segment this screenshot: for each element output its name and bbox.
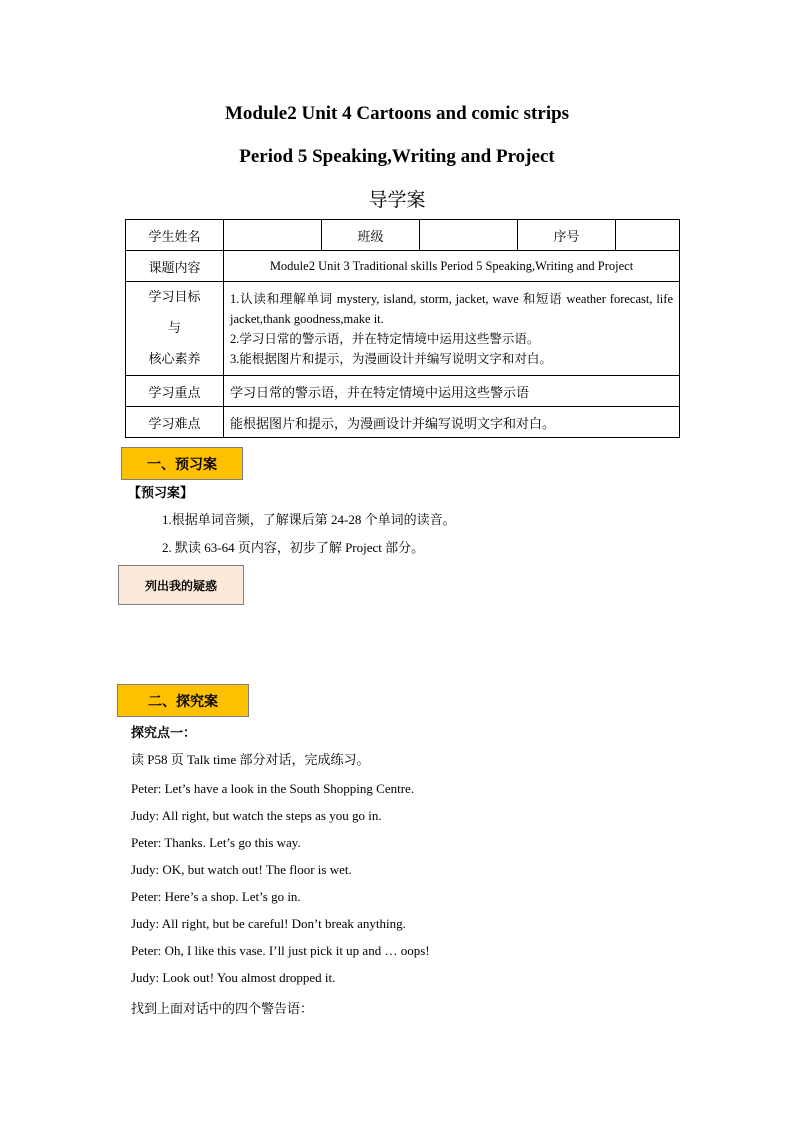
table-row xyxy=(126,220,680,251)
key-label: 学习重点 xyxy=(126,376,224,407)
class-field[interactable] xyxy=(420,220,518,251)
goals-label-line: 核心素养 xyxy=(148,352,201,367)
title-line-2: Period 5 Speaking,Writing and Project xyxy=(239,146,555,167)
info-table xyxy=(125,219,680,438)
dialogue-line: Judy: All right, but watch the steps as you go in. xyxy=(131,808,382,823)
goals-value xyxy=(224,282,680,376)
difficulty-value: 能根据图片和提示，为漫画设计并编写说明文字和对白。 xyxy=(224,407,680,438)
dialogue-line: Peter: Thanks. Let’s go this way. xyxy=(131,835,301,850)
dialogue-line: Judy: OK, but watch out! The floor is wet. xyxy=(131,862,352,877)
dialogue-line: Judy: All right, but be careful! Don’t break anything. xyxy=(131,916,406,931)
dialogue-line: Peter: Let’s have a look in the South Shopping Centre. xyxy=(131,781,415,796)
goal-item: 3.能根据图片和提示，为漫画设计并编写说明文字和对白。 xyxy=(230,351,552,366)
student-name-label: 学生姓名 xyxy=(126,220,224,251)
goal-item: 1.认读和理解单词 mystery, island, storm, jacket, wave 和短语 weather forecast, life jacket,thank goodness,make it. xyxy=(230,291,673,326)
preview-item-1: 1.根据单词音频，了解课后第 24-28 个单词的读音。 xyxy=(162,512,456,527)
goals-label-line: 学习目标 xyxy=(148,290,201,305)
goals-label xyxy=(126,282,224,376)
preview-item-2: 2. 默读 63-64 页内容，初步了解 Project 部分。 xyxy=(162,540,425,555)
key-value: 学习日常的警示语，并在特定情境中运用这些警示语 xyxy=(224,376,680,407)
dialogue-line: Peter: Oh, I like this vase. I’ll just pick it up and … oops! xyxy=(131,943,430,958)
topic-value: Module2 Unit 3 Traditional skills Period 5 Speaking,Writing and Project xyxy=(224,251,680,282)
goals-label-line: 与 xyxy=(167,321,181,336)
seat-field[interactable] xyxy=(616,220,680,251)
preview-section-label: 一、预习案 xyxy=(121,447,243,480)
seat-label: 序号 xyxy=(518,220,616,251)
preview-heading: 【预习案】 xyxy=(128,486,194,501)
table-row xyxy=(126,251,680,282)
table-row xyxy=(126,407,680,438)
table-row xyxy=(126,376,680,407)
explore-section-label: 二、探究案 xyxy=(117,684,249,717)
student-name-field[interactable] xyxy=(224,220,322,251)
topic-label: 课题内容 xyxy=(126,251,224,282)
dialogue-line: Peter: Here’s a shop. Let’s go in. xyxy=(131,889,301,904)
dialogue-line: Judy: Look out! You almost dropped it. xyxy=(131,970,336,985)
goal-item: 2.学习日常的警示语，并在特定情境中运用这些警示语。 xyxy=(230,331,540,346)
instruction: 读 P58 页 Talk time 部分对话，完成练习。 xyxy=(131,752,370,767)
difficulty-label: 学习难点 xyxy=(126,407,224,438)
task-instruction: 找到上面对话中的四个警告语： xyxy=(131,1002,314,1017)
title-line-3: 导学案 xyxy=(368,189,426,211)
point-heading: 探究点一： xyxy=(131,726,197,741)
questions-box: 列出我的疑惑 xyxy=(118,565,244,605)
table-row xyxy=(126,282,680,376)
title-line-1: Module2 Unit 4 Cartoons and comic strips xyxy=(224,103,570,124)
class-label: 班级 xyxy=(322,220,420,251)
